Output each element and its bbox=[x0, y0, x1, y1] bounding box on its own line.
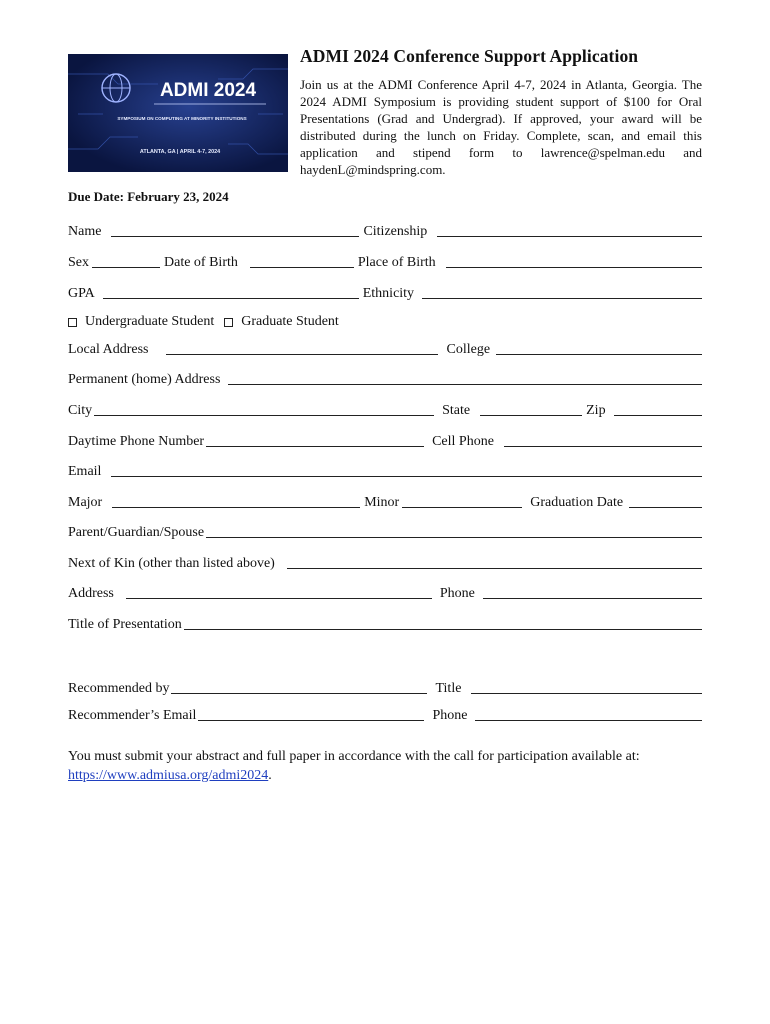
minor-field[interactable] bbox=[402, 506, 522, 508]
citizenship-field[interactable] bbox=[437, 235, 702, 237]
citizenship-label: Citizenship bbox=[363, 224, 428, 239]
permanent-address-field[interactable] bbox=[228, 383, 702, 385]
graduation-date-field[interactable] bbox=[629, 506, 702, 508]
row-permanent-address bbox=[68, 368, 702, 388]
local-address-field[interactable] bbox=[166, 353, 438, 355]
email-field[interactable] bbox=[111, 475, 702, 477]
cell-phone-label: Cell Phone bbox=[432, 434, 494, 449]
footer-note bbox=[68, 747, 708, 785]
undergraduate-checkbox[interactable] bbox=[68, 318, 77, 327]
ethnicity-label: Ethnicity bbox=[362, 286, 415, 301]
parent-guardian-field[interactable] bbox=[206, 536, 702, 538]
row-recommended-by bbox=[68, 677, 702, 697]
row-presentation-title bbox=[68, 613, 702, 633]
recommender-email-field[interactable] bbox=[198, 719, 424, 721]
local-address-label: Local Address bbox=[68, 342, 149, 357]
place-of-birth-field[interactable] bbox=[446, 266, 702, 268]
row-parent bbox=[68, 521, 702, 541]
permanent-address-label: Permanent (home) Address bbox=[68, 372, 221, 387]
recommended-by-label: Recommended by bbox=[68, 681, 170, 696]
graduate-option[interactable] bbox=[224, 314, 339, 330]
page-title: ADMI 2024 Conference Support Application bbox=[300, 46, 639, 66]
presentation-title-field[interactable] bbox=[184, 628, 702, 630]
footer-text: You must submit your abstract and full paper in accordance with the call for participation available at: bbox=[68, 749, 640, 764]
recommended-by-field[interactable] bbox=[171, 692, 427, 694]
name-label: Name bbox=[68, 224, 102, 239]
college-label: College bbox=[446, 342, 491, 357]
undergraduate-option[interactable] bbox=[68, 314, 214, 330]
recommender-title-label: Title bbox=[435, 681, 462, 696]
presentation-title-label: Title of Presentation bbox=[68, 617, 182, 632]
row-city bbox=[68, 399, 702, 419]
recommender-email-label: Recommender’s Email bbox=[68, 708, 197, 723]
ethnicity-field[interactable] bbox=[422, 297, 702, 299]
row-major bbox=[68, 491, 702, 511]
city-label: City bbox=[68, 403, 93, 418]
student-type-group bbox=[68, 313, 349, 331]
row-recommender-email bbox=[68, 704, 702, 724]
parent-guardian-label: Parent/Guardian/Spouse bbox=[68, 525, 205, 540]
sex-field[interactable] bbox=[92, 266, 160, 268]
graduate-checkbox[interactable] bbox=[224, 318, 233, 327]
state-field[interactable] bbox=[480, 414, 582, 416]
kin-phone-field[interactable] bbox=[483, 597, 702, 599]
row-next-of-kin bbox=[68, 552, 702, 572]
recommender-title-field[interactable] bbox=[471, 692, 702, 694]
banner-logo-text: ADMI 2024 bbox=[159, 80, 257, 101]
due-date: Due Date: February 23, 2024 bbox=[68, 189, 229, 204]
gpa-label: GPA bbox=[68, 286, 95, 301]
email-label: Email bbox=[68, 464, 102, 479]
college-field[interactable] bbox=[496, 353, 702, 355]
row-kin-address bbox=[68, 582, 702, 602]
daytime-phone-field[interactable] bbox=[206, 445, 424, 447]
zip-field[interactable] bbox=[614, 414, 702, 416]
undergraduate-label: Undergraduate Student bbox=[85, 314, 215, 329]
row-name bbox=[68, 220, 702, 240]
kin-phone-label: Phone bbox=[439, 586, 475, 601]
banner-graphic bbox=[68, 54, 288, 172]
row-email bbox=[68, 460, 702, 480]
minor-label: Minor bbox=[364, 495, 400, 510]
graduate-label: Graduate Student bbox=[241, 314, 339, 329]
banner-subtitle: SYMPOSIUM ON COMPUTING AT MINORITY INSTITUTIONS bbox=[117, 116, 247, 121]
dob-field[interactable] bbox=[250, 266, 354, 268]
next-of-kin-label: Next of Kin (other than listed above) bbox=[68, 556, 275, 571]
next-of-kin-field[interactable] bbox=[287, 567, 702, 569]
kin-address-label: Address bbox=[68, 586, 114, 601]
cell-phone-field[interactable] bbox=[504, 445, 702, 447]
zip-label: Zip bbox=[586, 403, 606, 418]
banner-date-line: ATLANTA, GA | APRIL 4-7, 2024 bbox=[139, 149, 221, 155]
row-phones bbox=[68, 430, 702, 450]
place-of-birth-label: Place of Birth bbox=[357, 255, 436, 270]
major-field[interactable] bbox=[112, 506, 360, 508]
city-field[interactable] bbox=[94, 414, 434, 416]
major-label: Major bbox=[68, 495, 103, 510]
recommender-phone-field[interactable] bbox=[475, 719, 702, 721]
state-label: State bbox=[442, 403, 471, 418]
conference-banner bbox=[68, 54, 288, 172]
gpa-field[interactable] bbox=[103, 297, 359, 299]
admi-link[interactable]: https://www.admiusa.org/admi2024 bbox=[68, 768, 269, 783]
footer-period: . bbox=[268, 768, 272, 783]
graduation-date-label: Graduation Date bbox=[530, 495, 624, 510]
dob-label: Date of Birth bbox=[164, 255, 238, 270]
intro-paragraph: Join us at the ADMI Conference April 4-7, 2024 in Atlanta, Georgia. The 2024 ADMI Symposium is providing student support of $100 for Oral Presentations (Grad and Undergrad). If approved, your award will be distributed during the lunch on Friday. Complete, scan, and email this application and stipend form to lawrence@spelman.edu and haydenL@mindspring.com. bbox=[300, 77, 702, 177]
kin-address-field[interactable] bbox=[126, 597, 432, 599]
row-local-address bbox=[68, 338, 702, 358]
row-gpa bbox=[68, 282, 702, 302]
name-field[interactable] bbox=[111, 235, 359, 237]
daytime-phone-label: Daytime Phone Number bbox=[68, 434, 205, 449]
row-sex bbox=[68, 251, 702, 271]
sex-label: Sex bbox=[68, 255, 89, 270]
recommender-phone-label: Phone bbox=[432, 708, 468, 723]
